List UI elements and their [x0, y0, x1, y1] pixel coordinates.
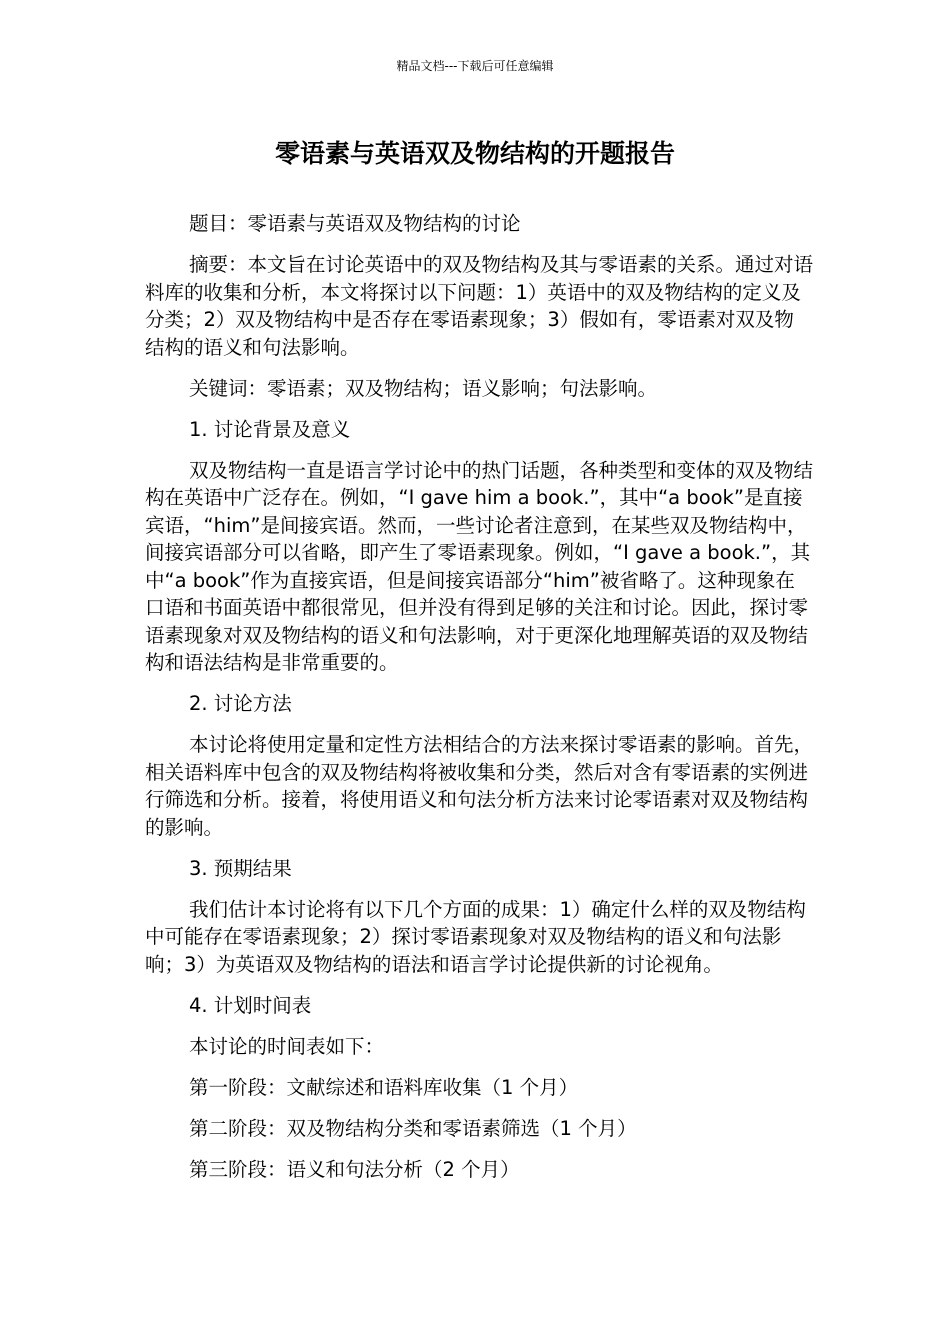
document-title: 零语素与英语双及物结构的开题报告	[274, 139, 675, 168]
section-heading-background: 1. 讨论背景及意义	[189, 417, 351, 441]
schedule-stage-2: 第二阶段：双及物结构分类和零语素筛选（1 个月）	[189, 1116, 637, 1140]
section-heading-results: 3. 预期结果	[189, 856, 292, 880]
abstract-paragraph: 摘要：本文旨在讨论英语中的双及物结构及其与零语素的关系。通过对语料库的收集和分析，本文将探讨以下问题：1）英语中的双及物结构的定义及分类；2）双及物结构中是否存在零语素现象；3）假如有，零语素对双及物结构的语义和句法影响。	[145, 253, 814, 359]
background-paragraph: 双及物结构一直是语言学讨论中的热门话题，各种类型和变体的双及物结构在英语中广泛存在。例如，“I gave him a book.”，其中“a book”是直接宾语，“him”是间接宾语。然而，一些讨论者注意到，在某些双及物结构中，间接宾语部分可以省略，即产生了零语素现象。例如，“I gave a book.”，其中“a book”作为直接宾语，但是间接宾语部分“him”被省略了。这种现象在口语和书面英语中都很常见，但并没有得到足够的关注和讨论。因此，探讨零语素现象对双及物结构的语义和句法影响，对于更深化地理解英语的双及物结构和语法结构是非常重要的。	[145, 458, 814, 674]
method-paragraph: 本讨论将使用定量和定性方法相结合的方法来探讨零语素的影响。首先，相关语料库中包含的双及物结构将被收集和分类，然后对含有零语素的实例进行筛选和分析。接着，将使用语义和句法分析方法来讨论零语素对双及物结构的影响。	[145, 733, 814, 839]
section-heading-method: 2. 讨论方法	[189, 692, 292, 715]
header-note: 精品文档---下载后可任意编辑	[396, 59, 554, 73]
topic-line: 题目：零语素与英语双及物结构的讨论	[189, 212, 521, 235]
schedule-intro: 本讨论的时间表如下：	[189, 1034, 385, 1058]
schedule-stage-3: 第三阶段：语义和句法分析（2 个月）	[189, 1157, 520, 1181]
results-paragraph: 我们估计本讨论将有以下几个方面的成果：1）确定什么样的双及物结构中可能存在零语素现象；2）探讨零语素现象对双及物结构的语义和句法影响；3）为英语双及物结构的语法和语言学讨论提供新的讨论视角。	[145, 897, 806, 976]
schedule-stage-1: 第一阶段：文献综述和语料库收集（1 个月）	[189, 1075, 579, 1099]
keywords-line: 关键词：零语素；双及物结构；语义影响；句法影响。	[189, 376, 658, 400]
document-body	[145, 210, 813, 1197]
section-heading-schedule: 4. 计划时间表	[189, 993, 312, 1017]
